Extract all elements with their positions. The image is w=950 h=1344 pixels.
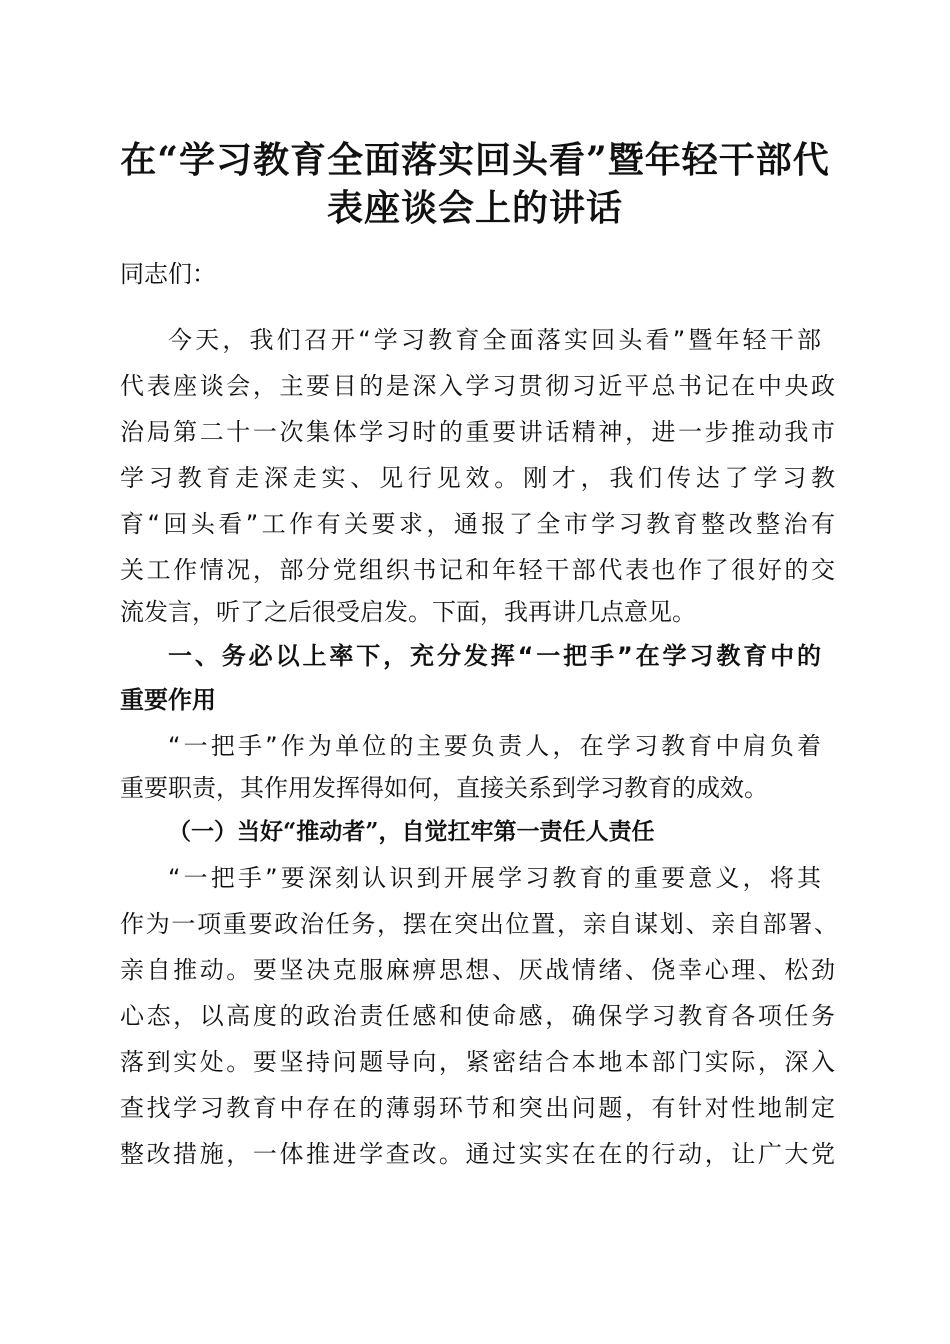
intro-line: 育“回头看”工作有关要求，通报了全市学习教育整改整治有 — [120, 510, 835, 538]
section-body-line: 重要职责，其作用发挥得如何，直接关系到学习教育的成效。 — [120, 774, 768, 802]
section-body-line: “一把手”作为单位的主要负责人，在学习教育中肩负着 — [168, 732, 821, 760]
document-title-line-1: 在“学习教育全面落实回头看”暨年轻干部代 — [120, 139, 830, 181]
intro-line: 今天，我们召开“学习教育全面落实回头看”暨年轻干部 — [168, 326, 821, 354]
intro-line: 流发言，听了之后很受启发。下面，我再讲几点意见。 — [120, 598, 696, 626]
subsection-body-line: 查找学习教育中存在的薄弱环节和突出问题，有针对性地制定 — [120, 1094, 835, 1122]
greeting: 同志们： — [120, 260, 216, 288]
intro-line: 代表座谈会，主要目的是深入学习贯彻习近平总书记在中央政 — [120, 372, 835, 400]
section-heading: 一、务必以上率下，充分发挥“一把手”在学习教育中的 — [168, 642, 821, 670]
subsection-body-line: 整改措施，一体推进学查改。通过实实在在的行动，让广大党 — [120, 1140, 835, 1168]
intro-line: 学习教育走深走实、见行见效。刚才，我们传达了学习教 — [120, 464, 835, 492]
subsection-body-line: 心态，以高度的政治责任感和使命感，确保学习教育各项任务 — [120, 1002, 835, 1030]
subsection-body-line: 亲自推动。要坚决克服麻痹思想、厌战情绪、侥幸心理、松劲 — [120, 956, 835, 984]
intro-line: 治局第二十一次集体学习时的重要讲话精神，进一步推动我市 — [120, 418, 835, 446]
section-heading: 重要作用 — [120, 686, 216, 714]
subsection-body-line: 落到实处。要坚持问题导向，紧密结合本地本部门实际，深入 — [120, 1048, 835, 1076]
subsection-heading: （一）当好“推动者”，自觉扛牢第一责任人责任 — [168, 818, 655, 845]
intro-line: 关工作情况，部分党组织书记和年轻干部代表也作了很好的交 — [120, 556, 835, 584]
document-title-line-2: 表座谈会上的讲话 — [326, 187, 623, 229]
subsection-body-line: 作为一项重要政治任务，摆在突出位置，亲自谋划、亲自部署、 — [120, 910, 838, 938]
subsection-body-line: “一把手”要深刻认识到开展学习教育的重要意义，将其 — [168, 864, 821, 892]
